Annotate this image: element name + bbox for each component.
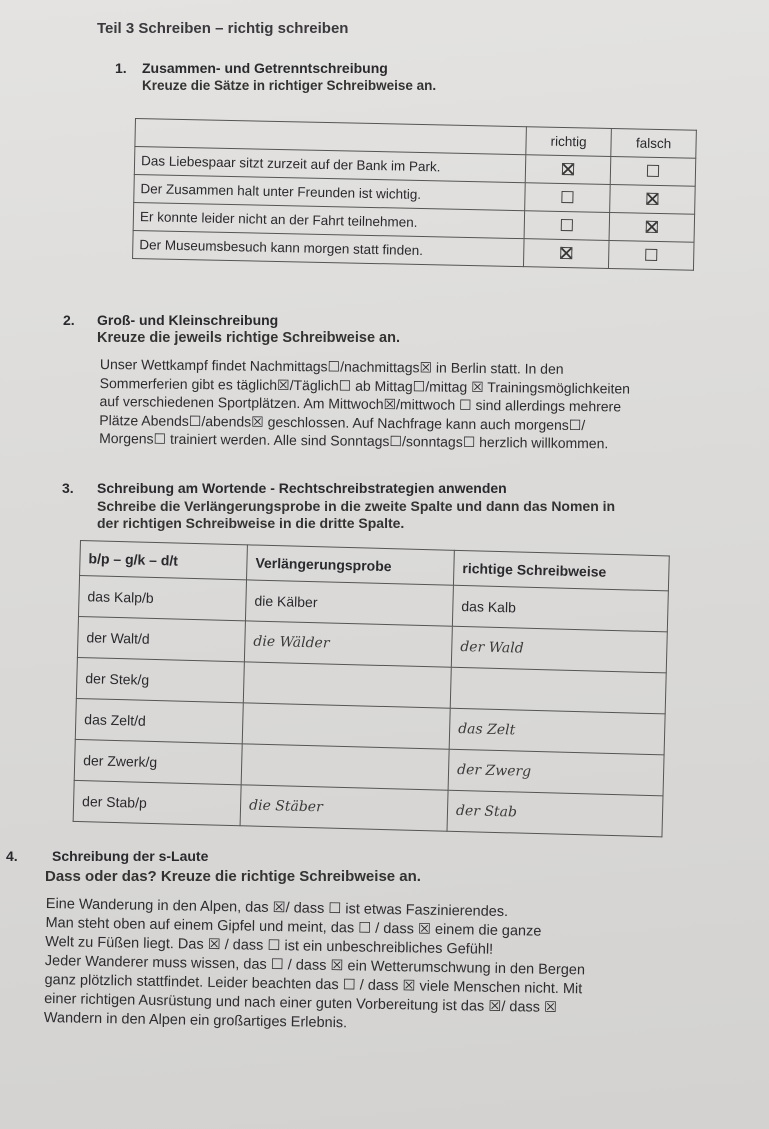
section-2-number: 2. (63, 312, 75, 328)
sentence: Der Museumsbesuch kann morgen statt finden. (133, 230, 525, 266)
probe-cell[interactable]: die Kälber (245, 580, 453, 626)
word-cell: das Zelt/d (75, 698, 243, 743)
word-cell: der Stab/p (73, 780, 241, 825)
section-4-instruction: Dass oder das? Kreuze die richtige Schreibweise an. (45, 868, 421, 885)
sentence: Das Liebespaar sitzt zurzeit auf der Bank im Park. (134, 147, 526, 183)
text-line: auf verschiedenen Sportplätzen. Am Mittwoch☒/mittwoch ☐ sind allerdings mehrere (99, 392, 622, 415)
result-cell[interactable]: der Zwerg (448, 749, 664, 796)
result-cell[interactable]: das Kalb (452, 585, 668, 632)
text-line: Man steht oben auf einem Gipfel und meint, das ☐ / dass ☒ einem die ganze (45, 914, 542, 940)
text-line: Unser Wettkampf findet Nachmittags☐/nachmittags☒ in Berlin statt. In den (99, 355, 564, 377)
section-1-number: 1. (115, 60, 127, 76)
probe-cell[interactable] (243, 662, 451, 708)
word-cell: der Walt/d (77, 616, 245, 661)
checkbox-richtig[interactable] (560, 247, 572, 259)
section-3-table (73, 540, 670, 837)
text-line: Wandern in den Alpen ein großartiges Erlebnis. (43, 1009, 348, 1032)
text-line: Eine Wanderung in den Alpen, das ☒/ dass ☐ ist etwas Faszinierendes. (45, 895, 509, 921)
sentence: Er konnte leider nicht an der Fahrt teilnehmen. (133, 202, 525, 238)
probe-cell[interactable] (241, 744, 449, 790)
checkbox-falsch[interactable] (645, 249, 657, 261)
word-cell: der Zwerk/g (74, 739, 242, 784)
result-cell[interactable]: der Wald (451, 626, 667, 673)
section-3-instruction-2: der richtigen Schreibweise in die dritte Spalte. (97, 515, 405, 531)
section-1-instruction: Kreuze die Sätze in richtiger Schreibweise an. (142, 78, 437, 93)
col-header-2: Verlängerungsprobe (247, 545, 455, 585)
checkbox-falsch[interactable] (647, 165, 659, 177)
result-cell[interactable] (450, 667, 666, 714)
text-line: Morgens☐ trainiert werden. Alle sind Sonntags☐/sonntags☐ herzlich willkommen. (99, 429, 609, 452)
section-2-heading: Groß- und Kleinschreibung (97, 312, 279, 328)
page-title: Teil 3 Schreiben – richtig schreiben (97, 20, 349, 37)
checkbox-richtig[interactable] (562, 163, 574, 175)
section-1-heading: Zusammen- und Getrenntschreibung (142, 60, 388, 76)
col-richtig: richtig (526, 127, 612, 157)
probe-cell[interactable] (242, 703, 450, 749)
section-4-heading: Schreibung der s-Laute (52, 848, 209, 864)
text-line: Plätze Abends☐/abends☒ geschlossen. Auf Nachfrage kann auch morgens☐/ (99, 411, 586, 433)
probe-cell[interactable]: die Stäber (240, 785, 448, 831)
section-3-heading: Schreibung am Wortende - Rechtschreibstrategien anwenden (97, 480, 507, 496)
section-3-instruction-1: Schreibe die Verlängerungsprobe in die zweite Spalte und dann das Nomen in (97, 498, 616, 514)
checkbox-richtig[interactable] (561, 219, 573, 231)
probe-cell[interactable]: die Wälder (244, 621, 452, 667)
text-line: Sommerferien gibt es täglich☒/Täglich☐ ab Mittag☐/mittag ☒ Trainingsmöglichkeiten (99, 374, 631, 397)
section-1-table (132, 118, 697, 271)
text-line: einer richtigen Ausrüstung und nach einer guten Vorbereitung ist das ☒/ dass ☒ (44, 990, 558, 1016)
result-cell[interactable]: der Stab (447, 790, 663, 837)
checkbox-falsch[interactable] (646, 221, 658, 233)
col-header-1: b/p – g/k – d/t (80, 541, 248, 580)
section-4-text (44, 895, 761, 1040)
section-2-instruction: Kreuze die jeweils richtige Schreibweise an. (97, 330, 401, 346)
sentence: Der Zusammen halt unter Freunden ist wichtig. (134, 174, 526, 210)
checkbox-falsch[interactable] (646, 193, 658, 205)
section-4-number: 4. (6, 848, 18, 864)
checkbox-richtig[interactable] (561, 191, 573, 203)
text-line: ganz plötzlich stattfindet. Leider beachten das ☐ / dass ☒ viele Menschen nicht. Mit (44, 971, 583, 998)
col-falsch: falsch (611, 128, 697, 158)
text-line: Welt zu Füßen liegt. Das ☒ / dass ☐ ist ein unbeschreibliches Gefühl! (45, 933, 494, 958)
word-cell: der Stek/g (76, 657, 244, 702)
col-header-3: richtige Schreibweise (453, 550, 669, 591)
section-2-text (99, 355, 760, 454)
text-line: Jeder Wanderer muss wissen, das ☐ / dass ☒ ein Wetterumschwung in den Bergen (44, 952, 586, 979)
word-cell: das Kalp/b (78, 576, 246, 621)
section-3-number: 3. (62, 480, 74, 496)
result-cell[interactable]: das Zelt (449, 708, 665, 755)
